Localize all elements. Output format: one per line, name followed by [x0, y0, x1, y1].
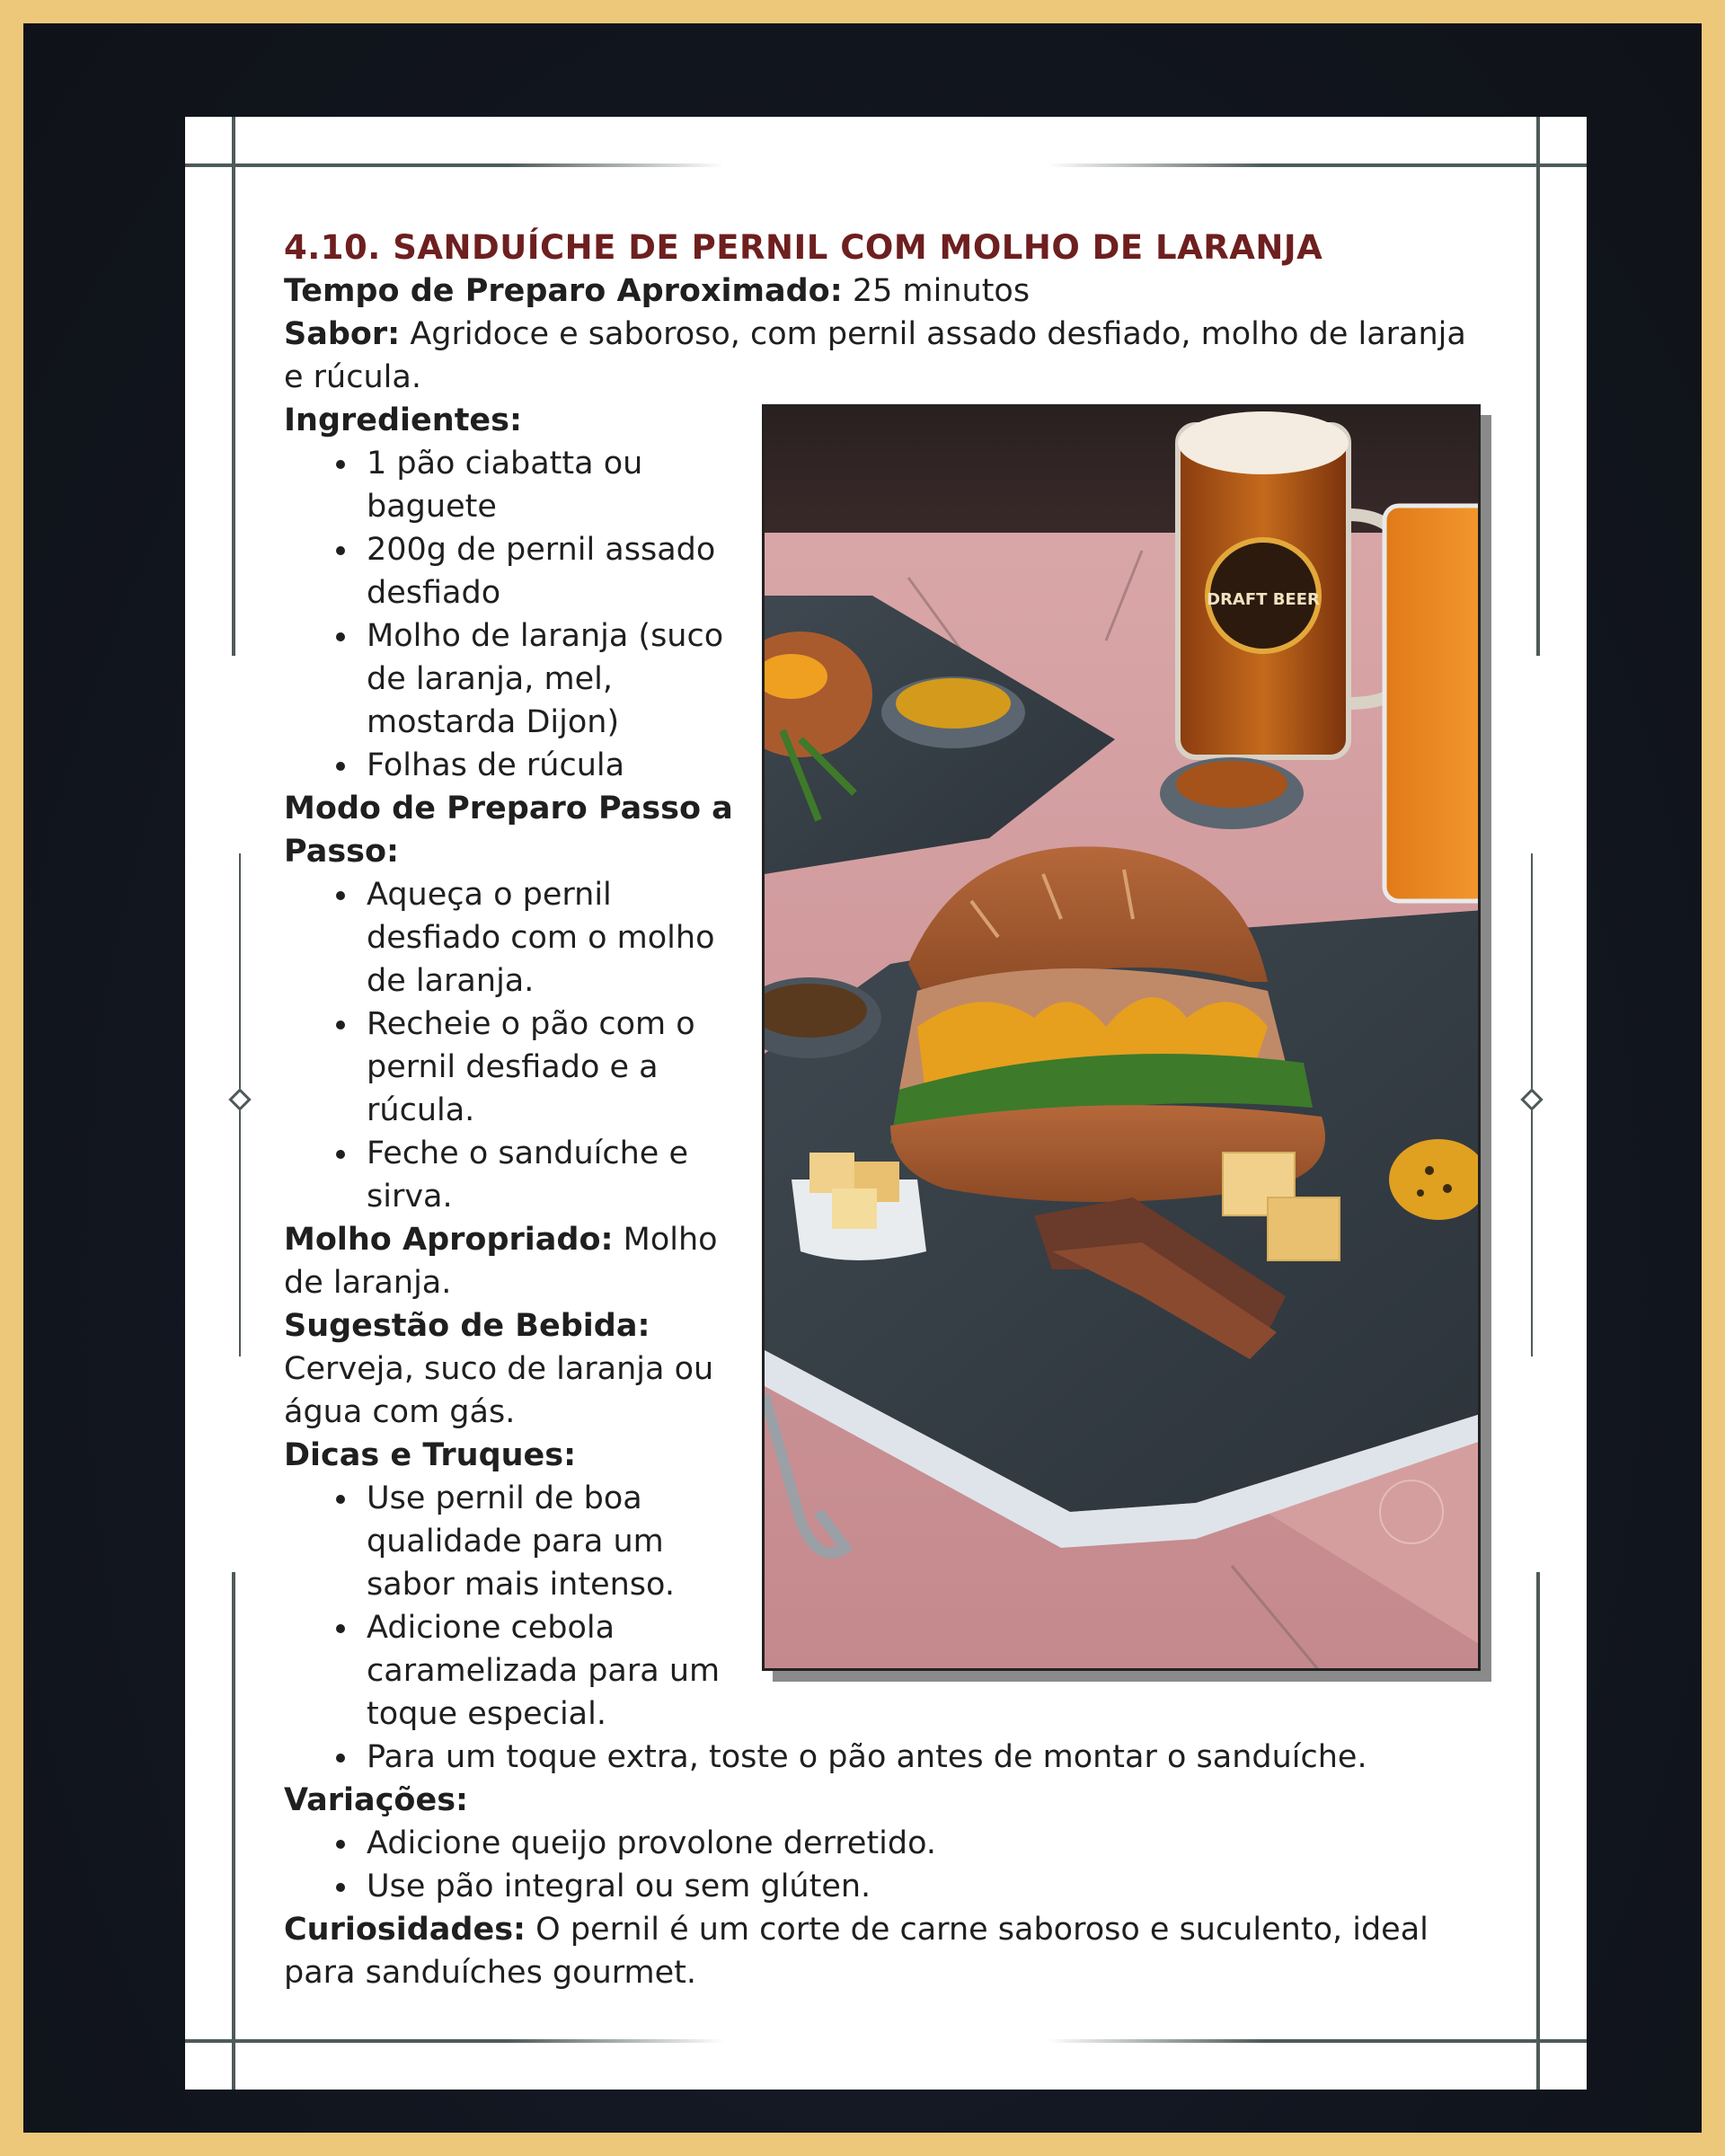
- list-item: Use pão integral ou sem glúten.: [367, 1865, 1488, 1908]
- prep-time-value: 25 minutos: [842, 273, 1031, 309]
- prep-time-label: Tempo de Preparo Aproximado:: [284, 273, 843, 309]
- right-diamond-ornament: [1520, 1088, 1543, 1110]
- drink-value: Cerveja, suco de laranja ou água com gás.: [284, 1351, 714, 1430]
- variations-list: [284, 1822, 1488, 1908]
- curiosities: [284, 1908, 1488, 1994]
- ingredients-list: [284, 442, 1488, 787]
- list-item: Folhas de rúcula: [367, 744, 1488, 787]
- left-bottom-rule: [232, 1572, 235, 2090]
- tips-heading: Dicas e Truques:: [284, 1437, 577, 1473]
- ingredients-heading: Ingredientes:: [284, 402, 522, 438]
- method-list: [284, 873, 1488, 1218]
- list-item: Recheie o pão com o pernil desfiado e a rúcula.: [367, 1003, 1488, 1132]
- list-item: Adicione queijo provolone derretido.: [367, 1822, 1488, 1865]
- method-heading: Modo de Preparo Passo a Passo:: [284, 791, 733, 870]
- list-item: Adicione cebola caramelizada para um toque especial.: [367, 1606, 1488, 1736]
- curiosities-label: Curiosidades:: [284, 1912, 526, 1948]
- curiosities-value: O pernil é um corte de carne saboroso e suculento, ideal para sanduíches gourmet.: [284, 1912, 1429, 1991]
- top-left-rule: [185, 163, 724, 167]
- variations-heading: Variações:: [284, 1782, 469, 1818]
- right-top-rule: [1536, 117, 1540, 656]
- list-item: 1 pão ciabatta ou baguete: [367, 442, 1488, 528]
- tips-list: [284, 1477, 1488, 1779]
- recipe-page: [185, 117, 1587, 2090]
- list-item: Use pernil de boa qualidade para um sabor mais intenso.: [367, 1477, 1488, 1606]
- list-item: Aqueça o pernil desfiado com o molho de laranja.: [367, 873, 1488, 1003]
- recipe-title: 4.10. SANDUÍCHE DE PERNIL COM MOLHO DE LARANJA: [284, 228, 1323, 267]
- list-item: Molho de laranja (suco de laranja, mel, mostarda Dijon): [367, 614, 1488, 744]
- sauce-label: Molho Apropriado:: [284, 1222, 614, 1258]
- left-diamond-ornament: [228, 1088, 251, 1110]
- recipe-content: [284, 226, 1488, 1994]
- bottom-right-rule: [1048, 2039, 1587, 2043]
- flavor-value: Agridoce e saboroso, com pernil assado desfiado, molho de laranja e rúcula.: [284, 316, 1466, 395]
- list-item: 200g de pernil assado desfiado: [367, 528, 1488, 614]
- flavor: [284, 313, 1488, 399]
- drink-heading: Sugestão de Bebida:: [284, 1308, 650, 1344]
- flavor-label: Sabor:: [284, 316, 401, 352]
- sauce-value: Molho de laranja.: [284, 1222, 718, 1301]
- dark-frame: [23, 23, 1702, 2133]
- list-item: Para um toque extra, toste o pão antes de montar o sanduíche.: [367, 1736, 1488, 1779]
- left-top-rule: [232, 117, 235, 656]
- mug-label: DRAFT BEER: [1207, 590, 1320, 609]
- bottom-left-rule: [185, 2039, 724, 2043]
- prep-time: [284, 270, 1488, 313]
- top-right-rule: [1048, 163, 1587, 167]
- right-bottom-rule: [1536, 1572, 1540, 2090]
- list-item: Feche o sanduíche e sirva.: [367, 1132, 1488, 1218]
